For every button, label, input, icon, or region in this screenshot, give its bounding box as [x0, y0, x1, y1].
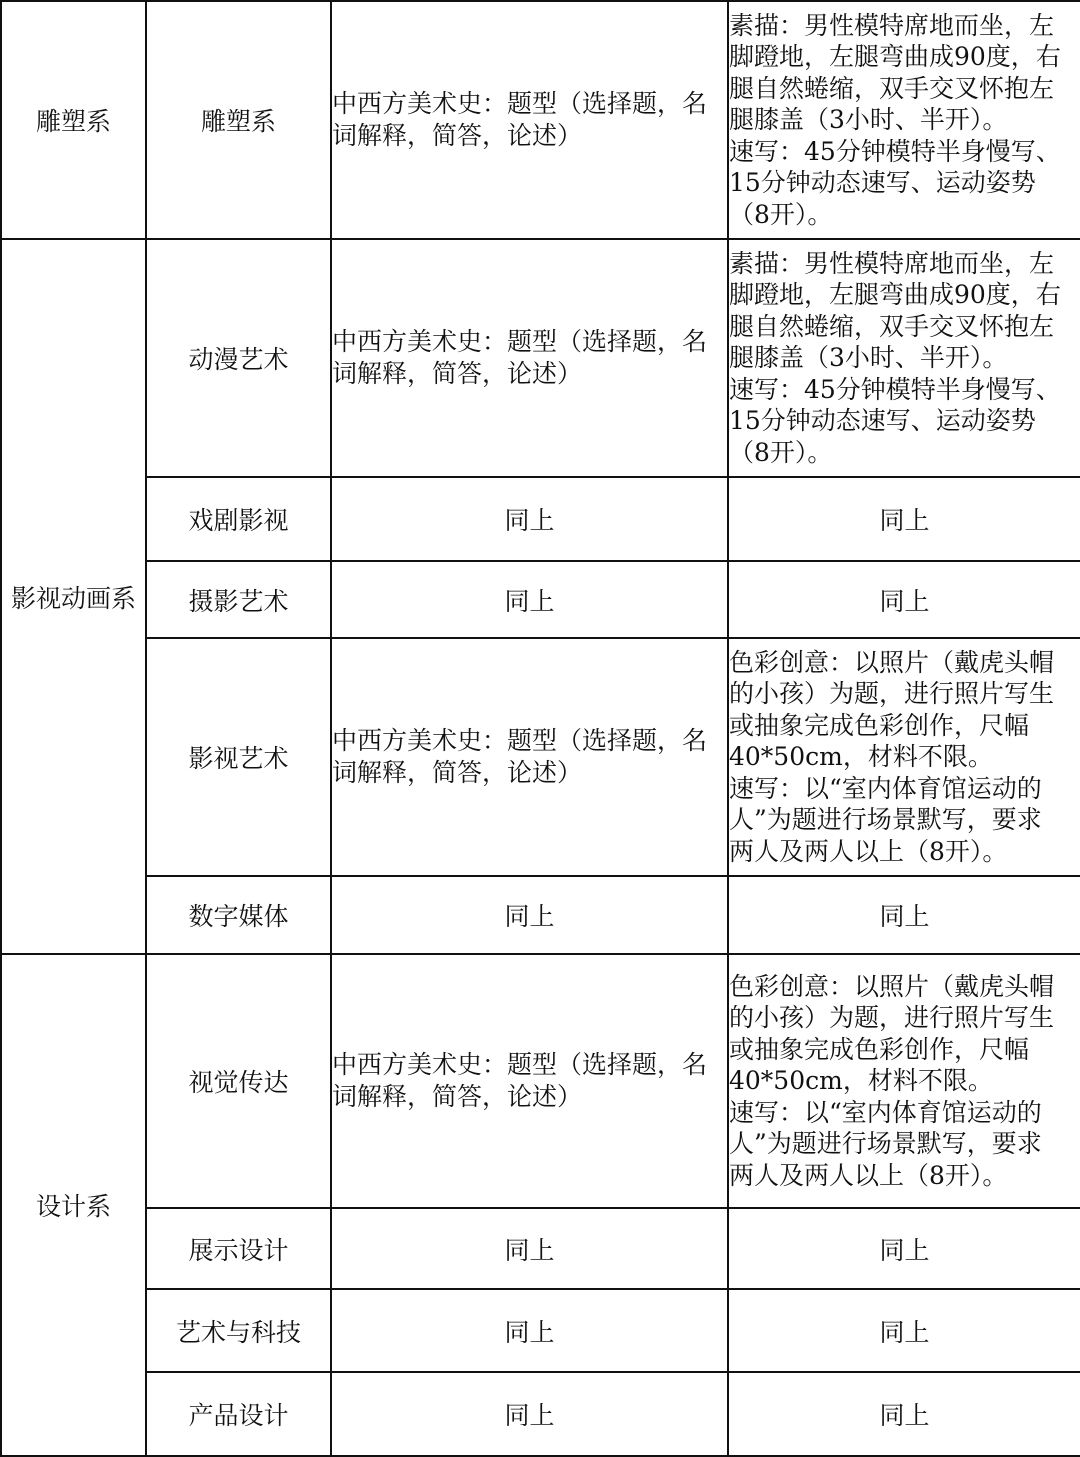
theory-line: 中西方美术史：题型（选择题，名	[332, 89, 708, 118]
practice-line: 腿膝盖（3小时、半开）。	[729, 343, 1008, 373]
theory-cell: 同上	[331, 876, 728, 954]
table-row	[1, 1208, 1080, 1289]
major-cell: 展示设计	[146, 1208, 331, 1289]
department-cell: 设计系	[1, 954, 146, 1456]
department-cell: 雕塑系	[1, 1, 146, 239]
practice-line: （8开）。	[729, 199, 833, 229]
theory-line: 中西方美术史：题型（选择题，名	[332, 1050, 708, 1079]
practice-cell: 同上	[728, 1208, 1080, 1289]
theory-cell: 同上	[331, 477, 728, 561]
practice-line: 40*50cm，材料不限。	[729, 742, 993, 772]
practice-line: 速写：以“室内体育馆运动的	[729, 773, 1042, 803]
table-row	[1, 638, 1080, 876]
practice-line: 或抽象完成色彩创作，尺幅	[729, 1034, 1030, 1064]
practice-line: 脚蹬地，左腿弯曲成90度，右	[729, 42, 1061, 72]
practice-cell	[728, 638, 1080, 876]
practice-line: 色彩创意：以照片（戴虎头帽	[729, 647, 1055, 677]
theory-cell: 同上	[331, 1289, 728, 1372]
table-row	[1, 1289, 1080, 1372]
practice-cell	[728, 239, 1080, 477]
practice-line: 两人及两人以上（8开）。	[729, 836, 1008, 866]
table-row	[1, 954, 1080, 1208]
department-cell: 影视动画系	[1, 239, 146, 954]
practice-line: 15分钟动态速写、运动姿势	[729, 406, 1036, 436]
major-cell: 影视艺术	[146, 638, 331, 876]
major-cell: 戏剧影视	[146, 477, 331, 561]
practice-line: 腿膝盖（3小时、半开）。	[729, 105, 1008, 135]
theory-cell: 同上	[331, 1372, 728, 1456]
practice-line: 两人及两人以上（8开）。	[729, 1160, 1008, 1190]
practice-line: （8开）。	[729, 437, 833, 467]
practice-line: 人”为题进行场景默写，要求	[729, 805, 1042, 835]
theory-line: 中西方美术史：题型（选择题，名	[332, 726, 708, 755]
practice-line: 速写：45分钟模特半身慢写、	[729, 136, 1061, 166]
table-row	[1, 239, 1080, 477]
table-row	[1, 876, 1080, 954]
theory-cell	[331, 1, 728, 239]
table-row	[1, 561, 1080, 638]
theory-line: 词解释，简答，论述）	[332, 121, 583, 150]
theory-cell	[331, 638, 728, 876]
theory-cell: 同上	[331, 561, 728, 638]
theory-line: 词解释，简答，论述）	[332, 758, 583, 787]
practice-line: 速写：以“室内体育馆运动的	[729, 1097, 1042, 1127]
practice-cell: 同上	[728, 1372, 1080, 1456]
major-cell: 雕塑系	[146, 1, 331, 239]
practice-cell	[728, 954, 1080, 1208]
practice-line: 的小孩）为题，进行照片写生	[729, 679, 1055, 709]
practice-line: 15分钟动态速写、运动姿势	[729, 168, 1036, 198]
practice-line: 色彩创意：以照片（戴虎头帽	[729, 971, 1055, 1001]
practice-line: 腿自然蜷缩，双手交叉怀抱左	[729, 311, 1055, 341]
practice-cell	[728, 1, 1080, 239]
practice-line: 脚蹬地，左腿弯曲成90度，右	[729, 280, 1061, 310]
practice-cell: 同上	[728, 561, 1080, 638]
practice-cell: 同上	[728, 876, 1080, 954]
practice-cell: 同上	[728, 1289, 1080, 1372]
major-cell: 视觉传达	[146, 954, 331, 1208]
theory-cell	[331, 239, 728, 477]
table-row	[1, 1372, 1080, 1456]
theory-line: 词解释，简答，论述）	[332, 1082, 583, 1111]
practice-line: 素描：男性模特席地而坐，左	[729, 248, 1055, 278]
table-row	[1, 1, 1080, 239]
practice-line: 或抽象完成色彩创作，尺幅	[729, 710, 1030, 740]
theory-cell	[331, 954, 728, 1208]
practice-line: 速写：45分钟模特半身慢写、	[729, 374, 1061, 404]
practice-line: 腿自然蜷缩，双手交叉怀抱左	[729, 73, 1055, 103]
practice-line: 40*50cm，材料不限。	[729, 1066, 993, 1096]
major-cell: 动漫艺术	[146, 239, 331, 477]
major-cell: 艺术与科技	[146, 1289, 331, 1372]
major-cell: 数字媒体	[146, 876, 331, 954]
major-cell: 产品设计	[146, 1372, 331, 1456]
theory-line: 词解释，简答，论述）	[332, 359, 583, 388]
major-cell: 摄影艺术	[146, 561, 331, 638]
practice-cell: 同上	[728, 477, 1080, 561]
practice-line: 的小孩）为题，进行照片写生	[729, 1003, 1055, 1033]
theory-cell: 同上	[331, 1208, 728, 1289]
table-row	[1, 477, 1080, 561]
theory-line: 中西方美术史：题型（选择题，名	[332, 327, 708, 356]
practice-line: 素描：男性模特席地而坐，左	[729, 10, 1055, 40]
practice-line: 人”为题进行场景默写，要求	[729, 1129, 1042, 1159]
